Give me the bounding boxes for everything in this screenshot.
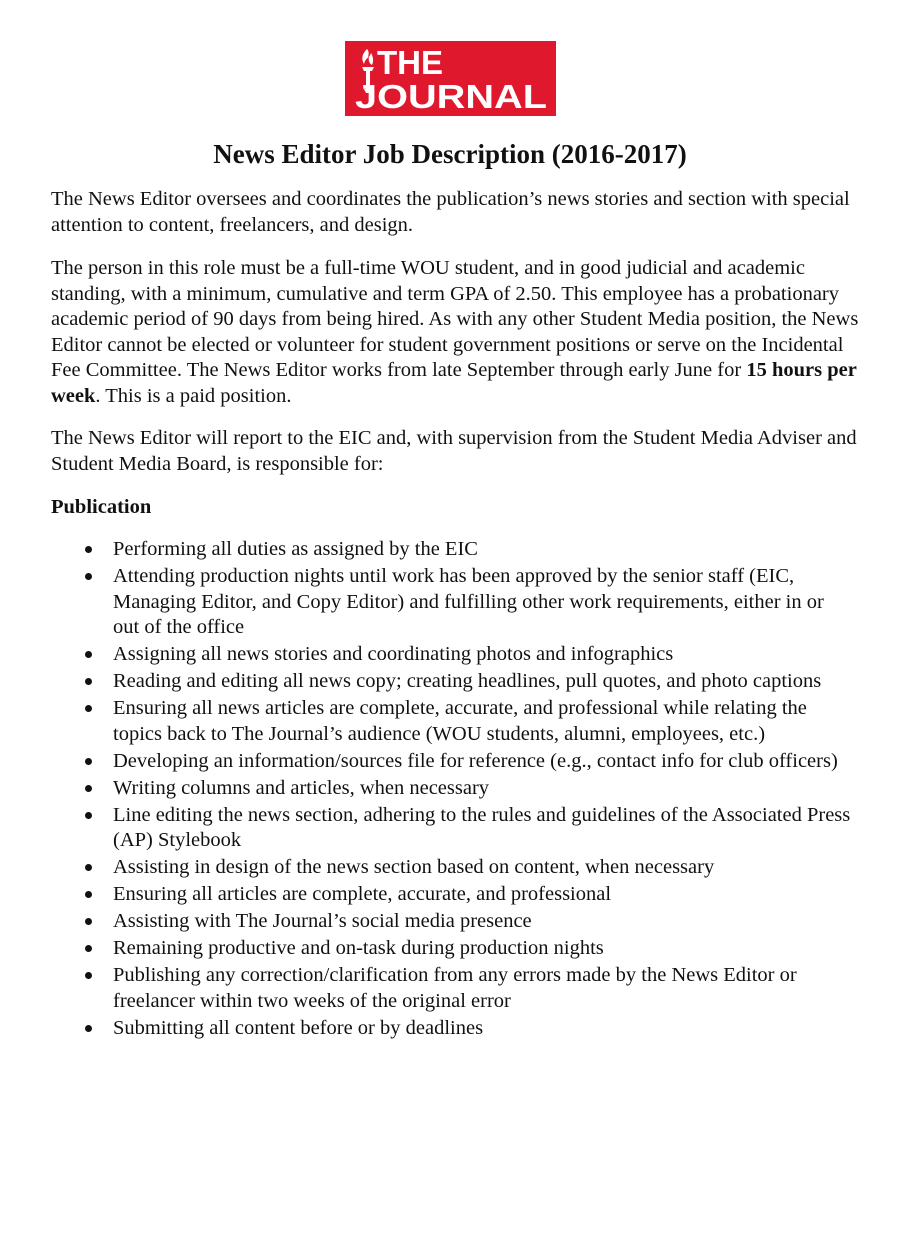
list-item <box>51 1016 851 1042</box>
bullet-icon <box>85 573 92 580</box>
list-item <box>51 855 851 881</box>
bullet-icon <box>85 1025 92 1032</box>
bullet-icon <box>85 651 92 658</box>
list-item-text: Assisting with The Journal’s social media presence <box>113 910 532 933</box>
list-item-text: Ensuring all articles are complete, accurate, and professional <box>113 883 612 906</box>
bullet-icon <box>85 758 92 765</box>
section-heading: Publication <box>51 496 152 518</box>
bullet-icon <box>85 918 92 925</box>
bullet-icon <box>85 864 92 871</box>
list-item <box>51 696 851 747</box>
svg-text:JOURNAL: JOURNAL <box>355 78 547 115</box>
requirements-text: The person in this role must be a full-time WOU student, and in good judicial and academic standing, with a minimum, cumulative and term GPA of 2.50. This employee has a probationary academic period of 90 days from being hired. As with any other Student Media position, the News Editor cannot be elected or volunteer for student government positions or serve on the Incidental Fee Committee. The News Editor works from late September through early June for <box>51 257 859 381</box>
list-item-text: Attending production nights until work has been approved by the senior staff (EIC, Managing Editor, and Copy Editor) and fulfilling other work requirements, either in or out of the office <box>113 564 824 639</box>
list-item <box>51 749 851 775</box>
bullet-icon <box>85 891 92 898</box>
list-item <box>51 537 851 563</box>
list-item-text: Ensuring all news articles are complete, accurate, and professional while relating the topics back to The Journal’s audience (WOU students, alumni, employees, etc.) <box>113 697 807 745</box>
requirements-paragraph <box>51 256 861 409</box>
list-item-text: Assisting in design of the news section based on content, when necessary <box>113 856 715 879</box>
requirements-text-end: . This is a paid position. <box>95 384 292 407</box>
bullet-icon <box>85 812 92 819</box>
list-item <box>51 963 851 1014</box>
bullet-icon <box>85 678 92 685</box>
list-item <box>51 776 851 802</box>
list-item-text: Performing all duties as assigned by the EIC <box>113 538 478 560</box>
list-item-text: Remaining productive and on-task during production nights <box>113 937 604 960</box>
list-item-text: Assigning all news stories and coordinating photos and infographics <box>113 643 674 666</box>
torch-icon <box>345 41 556 116</box>
responsibility-list <box>51 537 851 1043</box>
page-title: News Editor Job Description (2016-2017) <box>213 139 687 169</box>
list-item-text: Publishing any correction/clarification from any errors made by the News Editor or freelancer within two weeks of the original error <box>113 964 797 1012</box>
list-item-text: Line editing the news section, adhering to the rules and guidelines of the Associated Press (AP) Stylebook <box>113 803 851 852</box>
bullet-icon <box>85 945 92 952</box>
bullet-icon <box>85 972 92 979</box>
bullet-icon <box>85 546 92 553</box>
list-item <box>51 803 851 854</box>
hours-emphasis: 15 hours per week <box>51 359 857 407</box>
list-item-text: Developing an information/sources file for reference (e.g., contact info for club officers) <box>113 749 838 772</box>
svg-text:THE: THE <box>377 44 443 81</box>
list-item <box>51 564 851 641</box>
list-item-text: Writing columns and articles, when necessary <box>113 776 490 799</box>
intro-paragraph: The News Editor oversees and coordinates the publication’s news stories and section with special attention to content, freelancers, and design. <box>51 188 850 236</box>
bullet-icon <box>85 705 92 712</box>
list-item <box>51 642 851 668</box>
bullet-icon <box>85 785 92 792</box>
the-journal-logo <box>345 41 556 116</box>
list-item-text: Submitting all content before or by deadlines <box>113 1016 484 1039</box>
list-item-text: Reading and editing all news copy; creating headlines, pull quotes, and photo captions <box>113 670 822 693</box>
reporting-paragraph: The News Editor will report to the EIC and, with supervision from the Student Media Adviser and Student Media Board, is responsible for: <box>51 427 857 475</box>
list-item <box>51 882 851 908</box>
list-item <box>51 936 851 962</box>
list-item <box>51 909 851 935</box>
list-item <box>51 669 851 695</box>
